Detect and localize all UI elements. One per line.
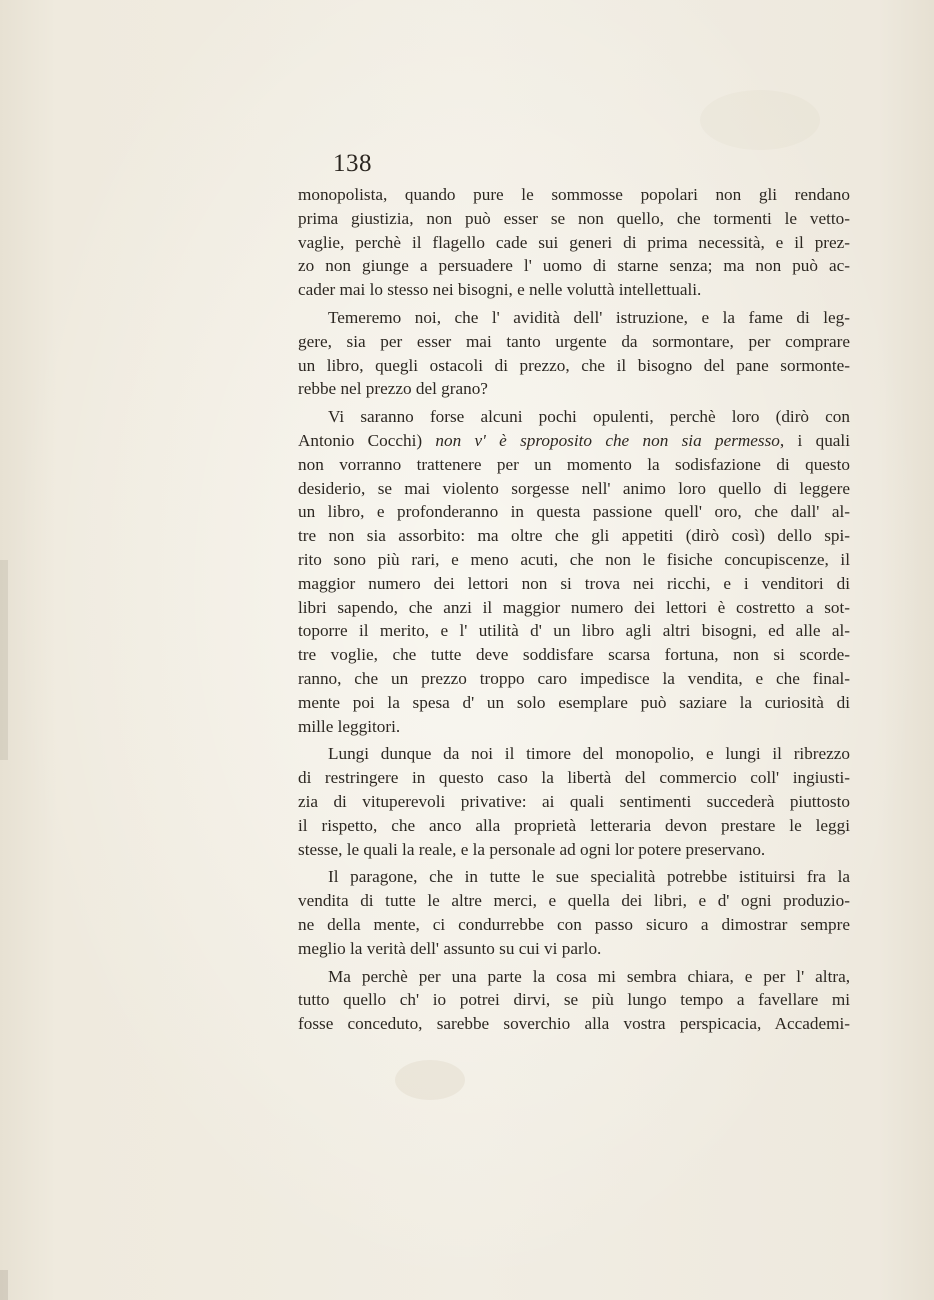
text-line: monopolista, quando pure le sommosse popolari non gli rendano xyxy=(298,185,850,204)
text-line: tre non sia assorbito: ma oltre che gli appetiti (dirò così) dello spi- xyxy=(298,526,850,546)
page-number: 138 xyxy=(333,150,372,177)
text-line: Temeremo noi, che l' avidità dell' istruzione, e la fame di leg- xyxy=(328,307,850,327)
text-line: Ma perchè per una parte la cosa mi sembra chiara, e per l' altra, xyxy=(328,966,850,986)
text-line: zo non giunge a persuadere l' uomo di starne senza; ma non può ac- xyxy=(298,256,850,276)
text-line: toporre il merito, e l' utilità d' un libro agli altri bisogni, ed alle al- xyxy=(298,621,850,641)
text-line: meglio la verità dell' assunto su cui vi parlo. xyxy=(298,938,602,958)
text-line: gere, sia per esser mai tanto urgente da sormontare, per comprare xyxy=(298,331,850,351)
text-line: zia di vituperevoli privative: ai quali sentimenti succederà piuttosto xyxy=(298,791,850,811)
text-line: fosse conceduto, sarebbe soverchio alla vostra perspicacia, Accademi- xyxy=(298,1014,850,1034)
text-line: mille leggitori. xyxy=(298,716,401,736)
text-line-with-italic xyxy=(298,429,850,453)
text-line: rebbe nel prezzo del grano? xyxy=(298,379,488,399)
paper-stain xyxy=(700,90,820,150)
text-line: di restringere in questo caso la libertà del commercio coll' ingiusti- xyxy=(298,768,850,788)
text-line: Vi saranno forse alcuni pochi opulenti, perchè loro (dirò con xyxy=(328,407,850,427)
text-line: Lungi dunque da noi il timore del monopolio, e lungi il ribrezzo xyxy=(328,744,850,764)
binding-edge-mark xyxy=(0,560,8,760)
text-segment: , i quali xyxy=(779,430,850,450)
text-line: Il paragone, che in tutte le sue specialità potrebbe istituirsi fra la xyxy=(328,867,850,887)
text-line: vendita di tutte le altre merci, e quella dei libri, e d' ogni produzio- xyxy=(298,891,850,911)
text-line: libri sapendo, che anzi il maggior numero dei lettori è costretto a sot- xyxy=(298,597,850,617)
text-line: mente poi la spesa d' un solo esemplare può saziare la curiosità di xyxy=(298,692,850,712)
text-line: il rispetto, che anco alla proprietà letteraria devon prestare le leggi xyxy=(298,815,850,835)
text-line: ranno, che un prezzo troppo caro impedisce la vendita, e che final- xyxy=(298,668,850,688)
italic-quotation: non v' è sproposito che non sia permesso xyxy=(435,430,780,450)
text-segment: Antonio Cocchi) xyxy=(298,430,436,450)
text-line: rito sono più rari, e meno acuti, che non le fisiche concupiscenze, il xyxy=(298,549,850,569)
text-line: cader mai lo stesso nei bisogni, e nelle voluttà intellettuali. xyxy=(298,280,702,300)
text-line: maggior numero dei lettori non si trova nei ricchi, e i venditori di xyxy=(298,573,850,593)
paper-stain xyxy=(395,1060,465,1100)
text-line: desiderio, se mai violento sorgesse nell' animo loro quello di leggere xyxy=(298,478,850,498)
text-line: vaglie, perchè il flagello cade sui generi di prima necessità, e il prez- xyxy=(298,232,850,252)
body-text xyxy=(298,183,850,1036)
text-line: tutto quello ch' io potrei dirvi, se più lungo tempo a favellare mi xyxy=(298,990,850,1010)
text-line: un libro, e profonderanno in questa passione quell' oro, che dall' al- xyxy=(298,502,850,522)
binding-edge-mark xyxy=(0,1270,8,1300)
text-line: stesse, le quali la reale, e la personale ad ogni lor potere preservano. xyxy=(298,839,766,859)
text-line: ne della mente, ci condurrebbe con passo sicuro a dimostrar sempre xyxy=(298,914,850,934)
text-line: non vorranno trattenere per un momento la sodisfazione di questo xyxy=(298,454,850,474)
text-line: prima giustizia, non può esser se non quello, che tormenti le vetto- xyxy=(298,208,850,228)
text-line: un libro, quegli ostacoli di prezzo, che il bisogno del pane sormonte- xyxy=(298,355,850,375)
text-line: tre voglie, che tutte deve soddisfare scarsa fortuna, non si scorde- xyxy=(298,645,850,665)
